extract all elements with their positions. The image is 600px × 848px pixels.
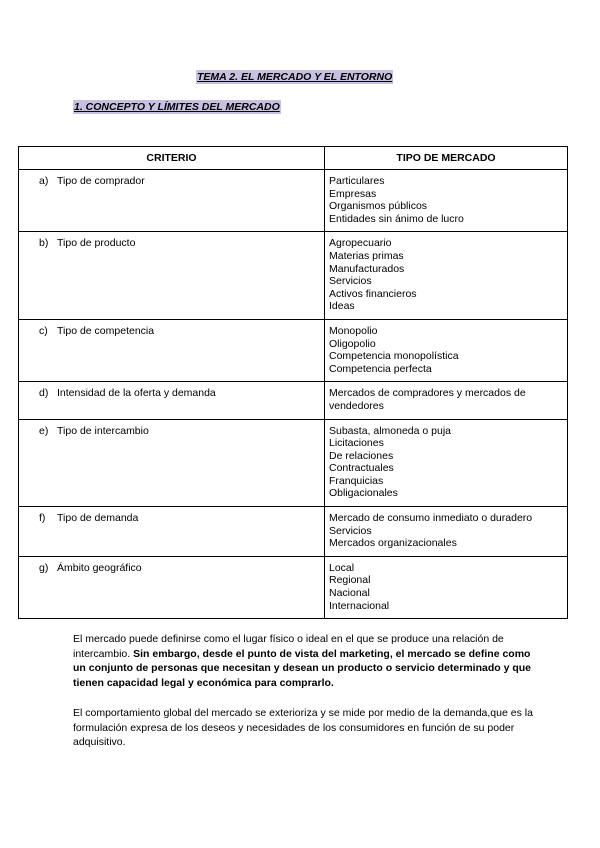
criterion-label: Tipo de competencia — [57, 324, 155, 337]
market-type-item: Nacional — [329, 587, 370, 600]
criterion-letter: b) — [39, 237, 49, 250]
market-type-item: Franquicias — [329, 474, 384, 487]
market-type-item: Mercado de consumo inmediato o duradero — [329, 512, 533, 525]
table-row — [19, 232, 568, 320]
definition-text: El mercado puede definirse como el lugar físico o ideal en el que se produce una relación de intercambio. — [73, 633, 504, 660]
market-type-item: Empresas — [329, 187, 377, 200]
table-row — [19, 507, 568, 557]
market-type-item: Materias primas — [329, 249, 404, 262]
market-type-item: Regional — [329, 574, 371, 587]
criterion-letter: e) — [39, 424, 49, 437]
market-type-item: Servicios — [329, 275, 372, 288]
market-types-cell — [325, 232, 568, 320]
market-type-item: Monopolio — [329, 324, 378, 337]
market-types-cell — [325, 319, 568, 381]
market-type-item: Particulares — [329, 175, 385, 187]
market-type-item: Agropecuario — [329, 237, 392, 250]
market-types-cell — [325, 382, 568, 419]
table-row — [19, 319, 568, 381]
table-row — [19, 382, 568, 419]
criterion-letter: c) — [39, 324, 48, 337]
market-type-item: Licitaciones — [329, 437, 384, 450]
market-type-item: Servicios — [329, 524, 372, 537]
market-type-item: Subasta, almoneda o puja — [329, 424, 452, 437]
market-types-cell — [325, 507, 568, 557]
market-type-item: Entidades sin ánimo de lucro — [329, 212, 464, 225]
criterion-cell — [19, 232, 325, 320]
market-types-cell — [325, 419, 568, 507]
criterion-letter: g) — [39, 561, 49, 574]
criterion-letter: d) — [39, 387, 49, 400]
criterion-letter: a) — [39, 175, 49, 187]
criterion-label: Tipo de comprador — [57, 175, 145, 187]
market-types-cell — [325, 556, 568, 618]
criterion-label: Intensidad de la oferta y demanda — [57, 387, 216, 400]
criterion-label: Tipo de producto — [57, 237, 136, 250]
criterion-cell — [19, 382, 325, 419]
table-row — [19, 419, 568, 507]
market-type-item: Competencia monopolística — [329, 350, 459, 363]
criterion-cell — [19, 319, 325, 381]
market-type-item: Ideas — [329, 300, 355, 313]
criterion-cell — [19, 170, 325, 232]
market-type-item: Oligopolio — [329, 337, 376, 350]
document-title: TEMA 2. EL MERCADO Y EL ENTORNO — [197, 71, 393, 83]
criterion-label: Ámbito geográfico — [57, 561, 142, 574]
market-type-item: Obligacionales — [329, 487, 398, 500]
market-type-item: Local — [329, 561, 355, 574]
criterion-letter: f) — [39, 512, 46, 525]
marketing-definition-text: Sin embargo, desde el punto de vista del marketing, el mercado se define como un conjunto de personas que necesitan y desean un producto o servicio determinado y que tienen capacidad legal y económica para comprarlo. — [73, 647, 532, 689]
market-types-table — [18, 146, 568, 619]
market-type-item: Activos financieros — [329, 287, 417, 300]
section-heading: 1. CONCEPTO Y LÍMITES DEL MERCADO — [74, 101, 280, 113]
table-row — [19, 170, 568, 232]
criterion-cell — [19, 507, 325, 557]
market-type-item: Competencia perfecta — [329, 362, 432, 375]
criterion-label: Tipo de intercambio — [57, 424, 149, 437]
column-header-criterion: CRITERIO — [19, 147, 325, 170]
demand-paragraph: El comportamiento global del mercado se exterioriza y se mide por medio de la demanda,que es la formulación expresa de los deseos y necesidades de los consumidores en función de su poder adquisitivo. — [73, 707, 533, 748]
market-type-item: Mercados de compradores y mercados de vendedores — [329, 387, 526, 412]
market-type-item: Mercados organizacionales — [329, 537, 457, 550]
market-type-item: Contractuales — [329, 462, 394, 475]
criterion-cell — [19, 419, 325, 507]
market-types-cell — [325, 170, 568, 232]
market-type-item: De relaciones — [329, 449, 394, 462]
table-body — [19, 170, 568, 619]
table-row — [19, 556, 568, 618]
table-header-row — [19, 147, 568, 170]
criterion-cell — [19, 556, 325, 618]
market-type-item: Organismos públicos — [329, 200, 428, 213]
definition-paragraph — [73, 632, 533, 690]
market-type-item: Internacional — [329, 599, 390, 612]
market-type-item: Manufacturados — [329, 262, 405, 275]
criterion-label: Tipo de demanda — [57, 512, 139, 525]
column-header-market-type: TIPO DE MERCADO — [325, 147, 568, 170]
